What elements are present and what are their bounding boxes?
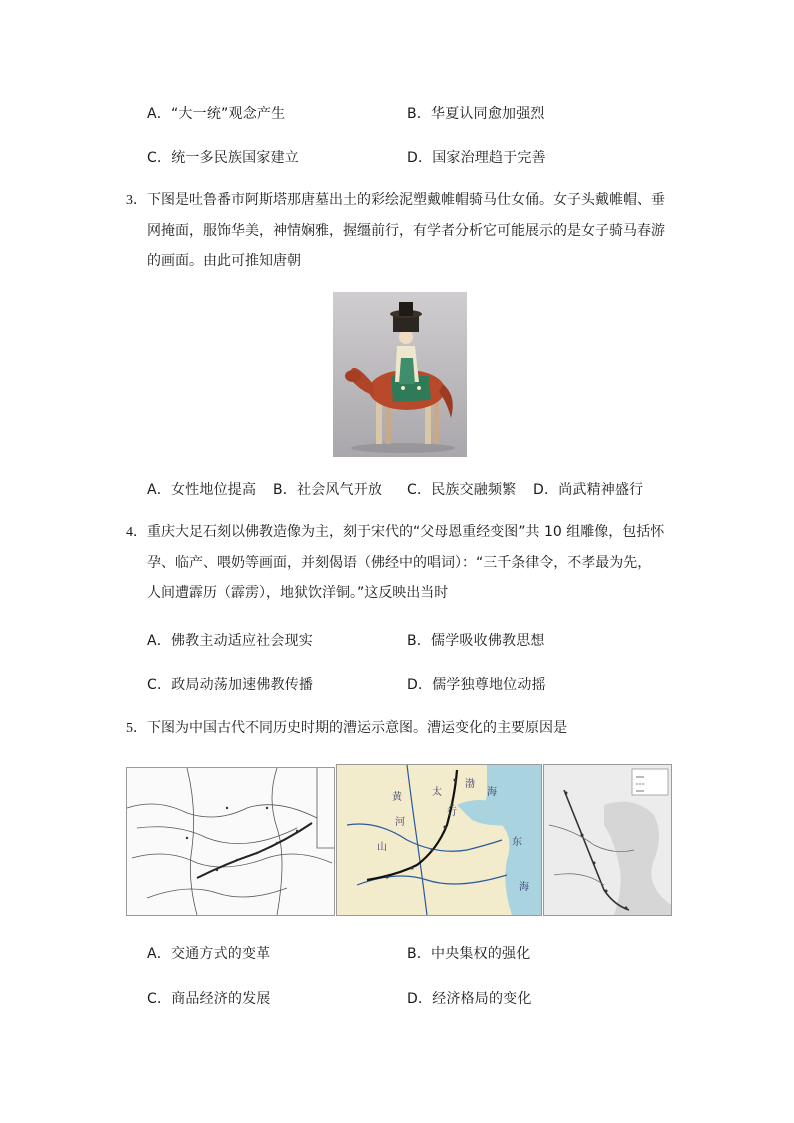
option-text: 经济格局的变化 <box>432 991 532 1007</box>
option-text: 社会风气开放 <box>297 482 383 498</box>
option-text: 儒学吸收佛教思想 <box>431 633 545 649</box>
map-label: 东 <box>512 837 522 848</box>
q2-option-c[interactable] <box>147 147 299 167</box>
map-label: 渤 <box>465 779 475 790</box>
stem-line: 重庆大足石刻以佛教造像为主，刻于宋代的“父母恩重经变图”共 10 组雕像，包括怀 <box>147 524 665 540</box>
question-number: 4． <box>126 525 147 540</box>
canal-map-1 <box>126 767 335 916</box>
option-letter: B． <box>407 106 432 122</box>
question-number: 3． <box>126 193 147 208</box>
question-5-stem <box>126 713 567 744</box>
option-text: 统一多民族国家建立 <box>171 150 299 166</box>
q2-option-b[interactable] <box>407 103 545 123</box>
option-letter: D． <box>407 991 433 1007</box>
option-letter: B． <box>407 633 432 649</box>
option-text: “大一统”观念产生 <box>170 106 286 122</box>
option-letter: C． <box>407 482 432 498</box>
q5-option-d[interactable] <box>407 988 532 1008</box>
option-text: 交通方式的变革 <box>170 946 271 962</box>
option-letter: D． <box>407 150 433 166</box>
option-text: 民族交融频繁 <box>431 482 517 498</box>
q5-option-b[interactable] <box>407 943 530 963</box>
map-label: 山 <box>377 842 387 853</box>
q3-option-a[interactable] <box>147 479 256 499</box>
question-number: 5． <box>126 721 147 736</box>
option-letter: D． <box>533 482 559 498</box>
map-label: 河 <box>395 817 405 828</box>
question-3-stem <box>126 185 665 276</box>
option-letter: D． <box>407 677 433 693</box>
q4-option-a[interactable] <box>147 630 313 650</box>
option-text: 女性地位提高 <box>170 482 257 498</box>
q4-option-b[interactable] <box>407 630 545 650</box>
grey-map-image <box>544 765 671 915</box>
horse-rider-figurine-image <box>333 292 467 457</box>
option-text: 华夏认同愈加强烈 <box>431 106 545 122</box>
canal-map-2 <box>336 764 542 916</box>
stem-line: 网掩面，服饰华美，神情娴雅，握缰前行，有学者分析它可能展示的是女子骑马春游 <box>147 223 665 239</box>
q2-option-a[interactable] <box>147 103 285 123</box>
option-text: 政局动荡加速佛教传播 <box>171 677 314 693</box>
map-label: 海 <box>519 882 529 893</box>
option-letter: C． <box>147 150 172 166</box>
option-letter: C． <box>147 677 172 693</box>
stem-line: 下图是吐鲁番市阿斯塔那唐墓出土的彩绘泥塑戴帷帽骑马仕女俑。女子头戴帷帽、垂 <box>147 192 665 208</box>
option-text: 商品经济的发展 <box>171 991 271 1007</box>
stem-line: 孕、临产、喂奶等画面，并刻偈语（佛经中的唱词）：“三千条律令，不孝最为先， <box>147 555 652 571</box>
option-text: 尚武精神盛行 <box>558 482 644 498</box>
option-letter: B． <box>407 946 432 962</box>
option-letter: C． <box>147 991 172 1007</box>
stem-line: 的画面。由此可推知唐朝 <box>147 253 301 269</box>
map-label: 海 <box>487 787 497 798</box>
option-letter: A． <box>147 633 171 649</box>
question-4-stem <box>126 517 664 608</box>
map-label: 行 <box>447 807 457 818</box>
q4-option-c[interactable] <box>147 674 313 694</box>
figurine-photo <box>333 292 467 457</box>
q3-option-c[interactable] <box>407 479 516 499</box>
q4-option-d[interactable] <box>407 674 546 694</box>
option-text: 中央集权的强化 <box>431 946 531 962</box>
option-letter: A． <box>147 946 171 962</box>
q3-option-b[interactable] <box>273 479 382 499</box>
option-text: 国家治理趋于完善 <box>432 150 546 166</box>
map-label: 黄 <box>392 792 402 803</box>
option-letter: A． <box>147 106 171 122</box>
stem-line: 人间遭霹历（霹雳），地狱饮洋铜。”这反映出当时 <box>147 585 449 601</box>
option-letter: B． <box>273 482 298 498</box>
colored-map-image <box>337 765 541 915</box>
map-label: 太 <box>432 787 442 798</box>
q5-option-c[interactable] <box>147 988 271 1008</box>
q2-option-d[interactable] <box>407 147 546 167</box>
stem-line: 下图为中国古代不同历史时期的漕运示意图。漕运变化的主要原因是 <box>147 720 567 736</box>
q5-option-a[interactable] <box>147 943 270 963</box>
line-map-image <box>127 768 334 915</box>
canal-map-3 <box>543 764 672 916</box>
option-text: 佛教主动适应社会现实 <box>170 633 313 649</box>
option-letter: A． <box>147 482 171 498</box>
option-text: 儒学独尊地位动摇 <box>432 677 546 693</box>
q3-option-d[interactable] <box>533 479 643 499</box>
